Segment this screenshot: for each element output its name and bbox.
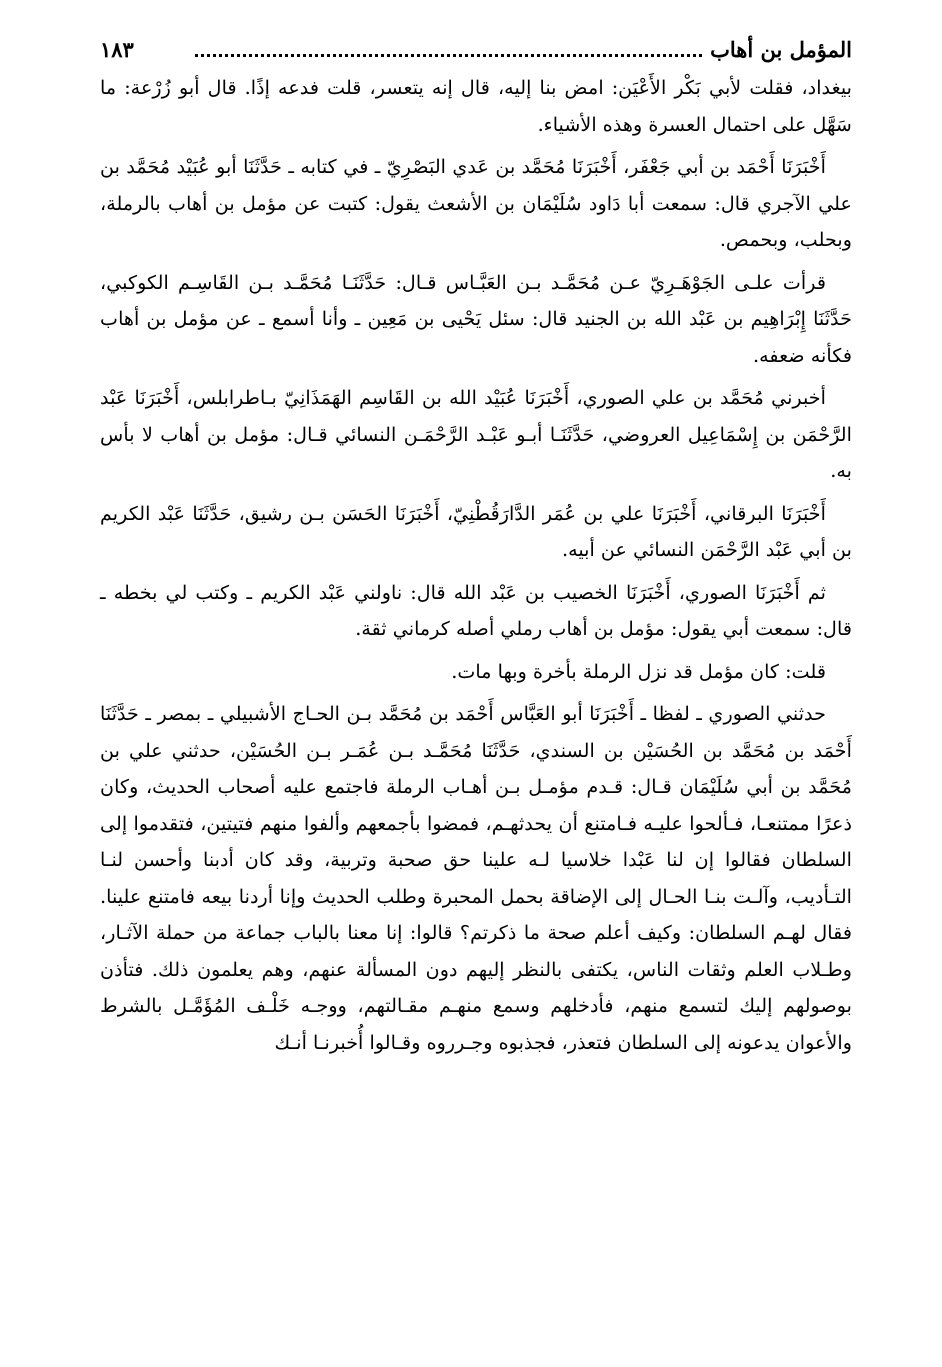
paragraph: قلت: كان مؤمل قد نزل الرملة بأخرة وبها مات. [451, 659, 826, 683]
page-number: ١٨٣ [100, 37, 134, 62]
paragraph: أخبرني مُحَمَّد بن علي الصوري، أَخْبَرَنَا عُبَيْد الله بن القَاسِم الهَمَذَانِيّ بـاطرابلس، أَخْبَرَنَا عَبْد الرَّحْمَن بن إِسْمَاعِيل العروضي، حَدَّثَنَـا أبـو عَبْـد الرَّحْمَـن النسائي قـال: مؤمل بن أهاب لا بأس به. [100, 386, 852, 482]
book-page [100, 30, 852, 1350]
page-body [100, 70, 852, 1061]
paragraph: أَخْبَرَنَا أَحْمَد بن أبي جَعْفَر، أَخْبَرَنَا مُحَمَّد بن عَدي البَصْرِيّ ـ في كتابه ـ حَدَّثَنَا أبو عُبَيْد مُحَمَّد بن علي الآجري قال: سمعت أبا دَاود سُلَيْمَان بن الأشعث يقول: كتبت عن مؤمل بن أهاب بالرملة، وبحلب، وبحمص. [100, 155, 852, 251]
header-dotted-leader [195, 54, 702, 57]
running-title: المؤمل بن أهاب [710, 37, 852, 62]
paragraph: حدثني الصوري ـ لفظا ـ أَخْبَرَنَا أبو العَبَّاس أَحْمَد بن مُحَمَّد بـن الحـاج الأشبيلي ـ بمصر ـ حَدَّثَنَا أَحْمَد بن مُحَمَّد بن الحُسَيْن بن السندي، حَدَّثَنَا مُحَمَّـد بـن عُمَـر بـن الحُسَيْن، حدثني علي بن مُحَمَّد بن أبي سُلَيْمَان قـال: قـدم مؤمـل بـن أهـاب الرملة فاجتمع عليه أصحاب الحديث، وكان ذعرًا ممتنعـا، فـألحوا عليـه فـامتنع أن يحدثهـم، فمضوا بأجمعهم وألفوا منهم فتيتين، فتقدموا إلى السلطان فقالوا إن لنا عَبْدا خلاسيا لـه علينا حق صحبة وتربية، وقد كان أدبنا وأحسن لنـا التـأديب، وآلـت بنـا الحـال إلى الإضاقة بحمل المحبرة وطلب الحديث وإنا أردنا بيعه فامتنع علينا. فقال لهـم السلطان: وكيف أعلم صحة ما ذكرتم؟ قالوا: إنا معنا بالباب جماعة من حملة الآثـار، وطـلاب العلم وثقات الناس، يكتفى بالنظر إليهم دون المسألة عنهم، وهم يعلمون ذلك. فتأذن بوصولهم إليك لتسمع منهم، فأدخلهم وسمع منهـم مقـالتهم، ووجـه خَلْـف المُؤَمَّـل بالشرط والأعوان يدعونه إلى السلطان فتعذر، فجذبوه وجـرروه وقـالوا أُخبرنـا أنـك [100, 702, 852, 1054]
paragraph: أَخْبَرَنَا البرقاني، أَخْبَرَنَا علي بن عُمَر الدَّارَقُطْنِيّ، أَخْبَرَنَا الحَسَن بـن رشيق، حَدَّثَنَا عَبْد الكريم بن أبي عَبْد الرَّحْمَن النسائي عن أبيه. [100, 501, 852, 561]
page-header [100, 30, 852, 70]
paragraph: بيغداد، فقلت لأبي بَكْر الأَعْيَن: امض بنا إليه، قال إنه يتعسر، قلت فدعه إذًا. قال أبو زُرْعة: ما سَهَّل على احتمال العسرة وهذه الأشياء. [100, 76, 852, 136]
paragraph: ثم أَخْبَرَنَا الصوري، أَخْبَرَنَا الخصيب بن عَبْد الله قال: ناولني عَبْد الكريم ـ وكتب لي بخطه ـ قال: سمعت أبي يقول: مؤمل بن أهاب رملي أصله كرماني ثقة. [100, 580, 852, 640]
paragraph: قرأت علـى الجَوْهَـرِيّ عـن مُحَمَّـد بـن العَبَّـاس قـال: حَدَّثَنَـا مُحَمَّـد بـن القَاسِـم الكوكبي، حَدَّثَنَا إِبْرَاهِيم بن عَبْد الله بن الجنيد قال: سئل يَحْيى بن مَعِين ـ وأنا أسمع ـ عن مؤمل بن أهاب فكأنه ضعفه. [100, 270, 852, 367]
